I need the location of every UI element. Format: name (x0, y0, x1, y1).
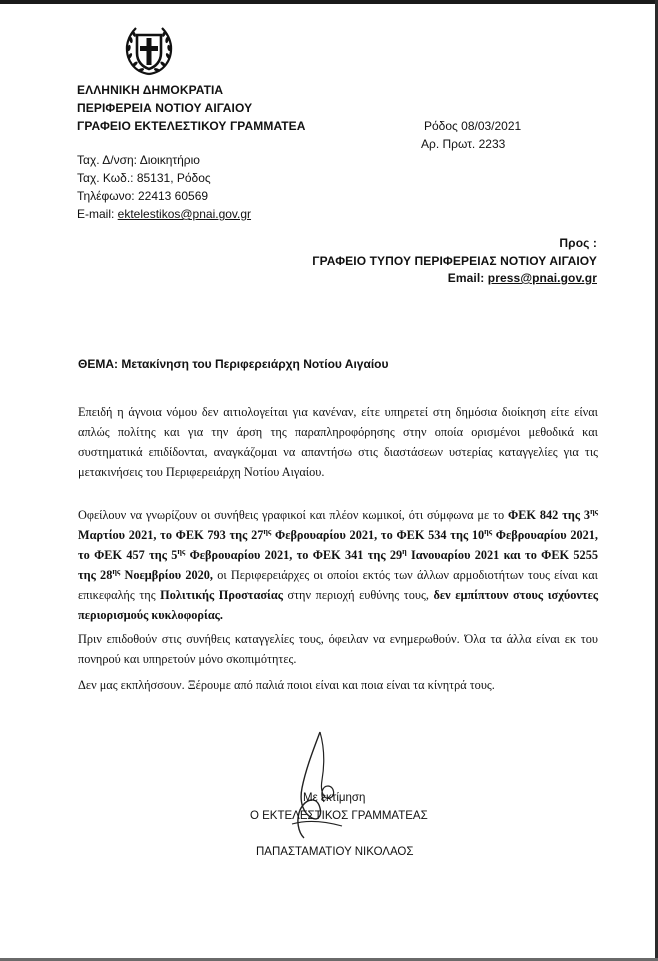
body-paragraph-2 (78, 505, 598, 625)
letterhead-office: ΓΡΑΦΕΙΟ ΕΚΤΕΛΕΣΤΙΚΟΥ ΓΡΑΜΜΑΤΕΑ (77, 119, 306, 133)
sender-email-link[interactable]: ektelestikos@pnai.gov.gr (117, 207, 252, 221)
document-date: Ρόδος 08/03/2021 (424, 119, 522, 133)
recipient-email-link[interactable]: press@pnai.gov.gr (487, 271, 597, 285)
sender-email-line (77, 207, 251, 221)
coat-of-arms-icon (122, 24, 176, 78)
signature-title: Ο ΕΚΤΕΛΕΣΤΙΚΟΣ ΓΡΑΜΜΑΤΕΑΣ (250, 810, 428, 822)
p2-fek-842: ΦΕΚ 842 της $3^{\eta\varsigma}$ Μαρτίου 2021, το ΦΕΚ 793 της $27^{\eta\varsigma}$ Φεβρουαρίου 2021, το ΦΕΚ 534 της $10^{\eta\varsigma}$ Φεβρουαρίου 2021, το ΦΕΚ 457 της $5^{\eta\varsigma}$ Φεβρουαρίου 2021, το ΦΕΚ 341 της $29^\eta$ Ιανουαρίου 2021 και το ΦΕΚ 5255 της $28^{\eta\varsigma}$ Νοεμβρίου 2020, (78, 506, 598, 582)
recipient-to-label: Προς : (559, 236, 597, 250)
recipient-email-line (448, 271, 597, 285)
sender-phone: Τηλέφωνο: 22413 60569 (77, 189, 209, 203)
signature-name: ΠΑΠΑΣΤΑΜΑΤΙΟΥ ΝΙΚΟΛΑΟΣ (256, 846, 414, 858)
body-paragraph-4: Δεν μας εκπλήσσουν. Ξέρουμε από παλιά ποιοι είναι και ποια είναι τα κίνητρά τους. (78, 678, 495, 692)
subject-line: ΘΕΜΑ: Μετακίνηση του Περιφερειάρχη Νοτίου Αιγαίου (78, 357, 389, 371)
protocol-number: Αρ. Πρωτ. 2233 (421, 137, 506, 151)
sender-email-label: E-mail: (77, 207, 118, 221)
sender-department: Ταχ. Δ/νση: Διοικητήριο (77, 153, 200, 167)
p2-text-2: οι Περιφερειάρχες οι οποίοι εκτός των άλλων αρμοδιοτήτων τους είναι και επικεφαλής της (78, 568, 598, 602)
recipient-name: ΓΡΑΦΕΙΟ ΤΥΠΟΥ ΠΕΡΙΦΕΡΕΙΑΣ ΝΟΤΙΟΥ ΑΙΓΑΙΟΥ (312, 254, 597, 268)
signature-closing: Με εκτίμηση (303, 792, 366, 804)
sender-postal-code: Ταχ. Κωδ.: 85131, Ρόδος (77, 171, 211, 185)
p2-text-3: στην περιοχή ευθύνης τους, (282, 588, 434, 602)
p2-restriction-statement: δεν εμπίπτουν στους ισχύοντες περιορισμούς κυκλοφορίας. (78, 588, 599, 622)
letterhead-region: ΠΕΡΙΦΕΡΕΙΑ ΝΟΤΙΟΥ ΑΙΓΑΙΟΥ (77, 101, 253, 115)
body-paragraph-3: Πριν επιδοθούν στις συνήθεις καταγγελίες τους, όφειλαν να ενημερωθούν. Όλα τα άλλα είναι εκ του πονηρού και υπηρετούν μόνο σκοπιμότητες. (78, 632, 598, 666)
p2-text: Οφείλουν να γνωρίζουν οι συνήθεις γραφικοί και πλέον κωμικοί, ότι σύμφωνα με το (78, 508, 509, 522)
body-paragraph-1: Επειδή η άγνοια νόμου δεν αιτιολογείται για κανέναν, είτε υπηρετεί στη δημόσια διοίκηση είτε είναι απλώς πολίτης και για την άρση της παραπληροφόρησης στην οποία ορισμένοι μεθοδικά και συστηματικά επιδίδονται, αναγκάζομαι να απαντήσω στις διαστάσεων υστερίας καταγγελίες για τις μετακινήσεις του Περιφερειάρχη Νοτίου Αιγαίου. (78, 405, 598, 479)
handwritten-signature-icon (262, 728, 362, 843)
scan-top-edge (0, 0, 658, 4)
p2-civil-protection: Πολιτικής Προστασίας (160, 588, 283, 602)
recipient-email-label: Email: (447, 271, 488, 285)
letterhead-republic: ΕΛΛΗΝΙΚΗ ΔΗΜΟΚΡΑΤΙΑ (77, 83, 224, 97)
